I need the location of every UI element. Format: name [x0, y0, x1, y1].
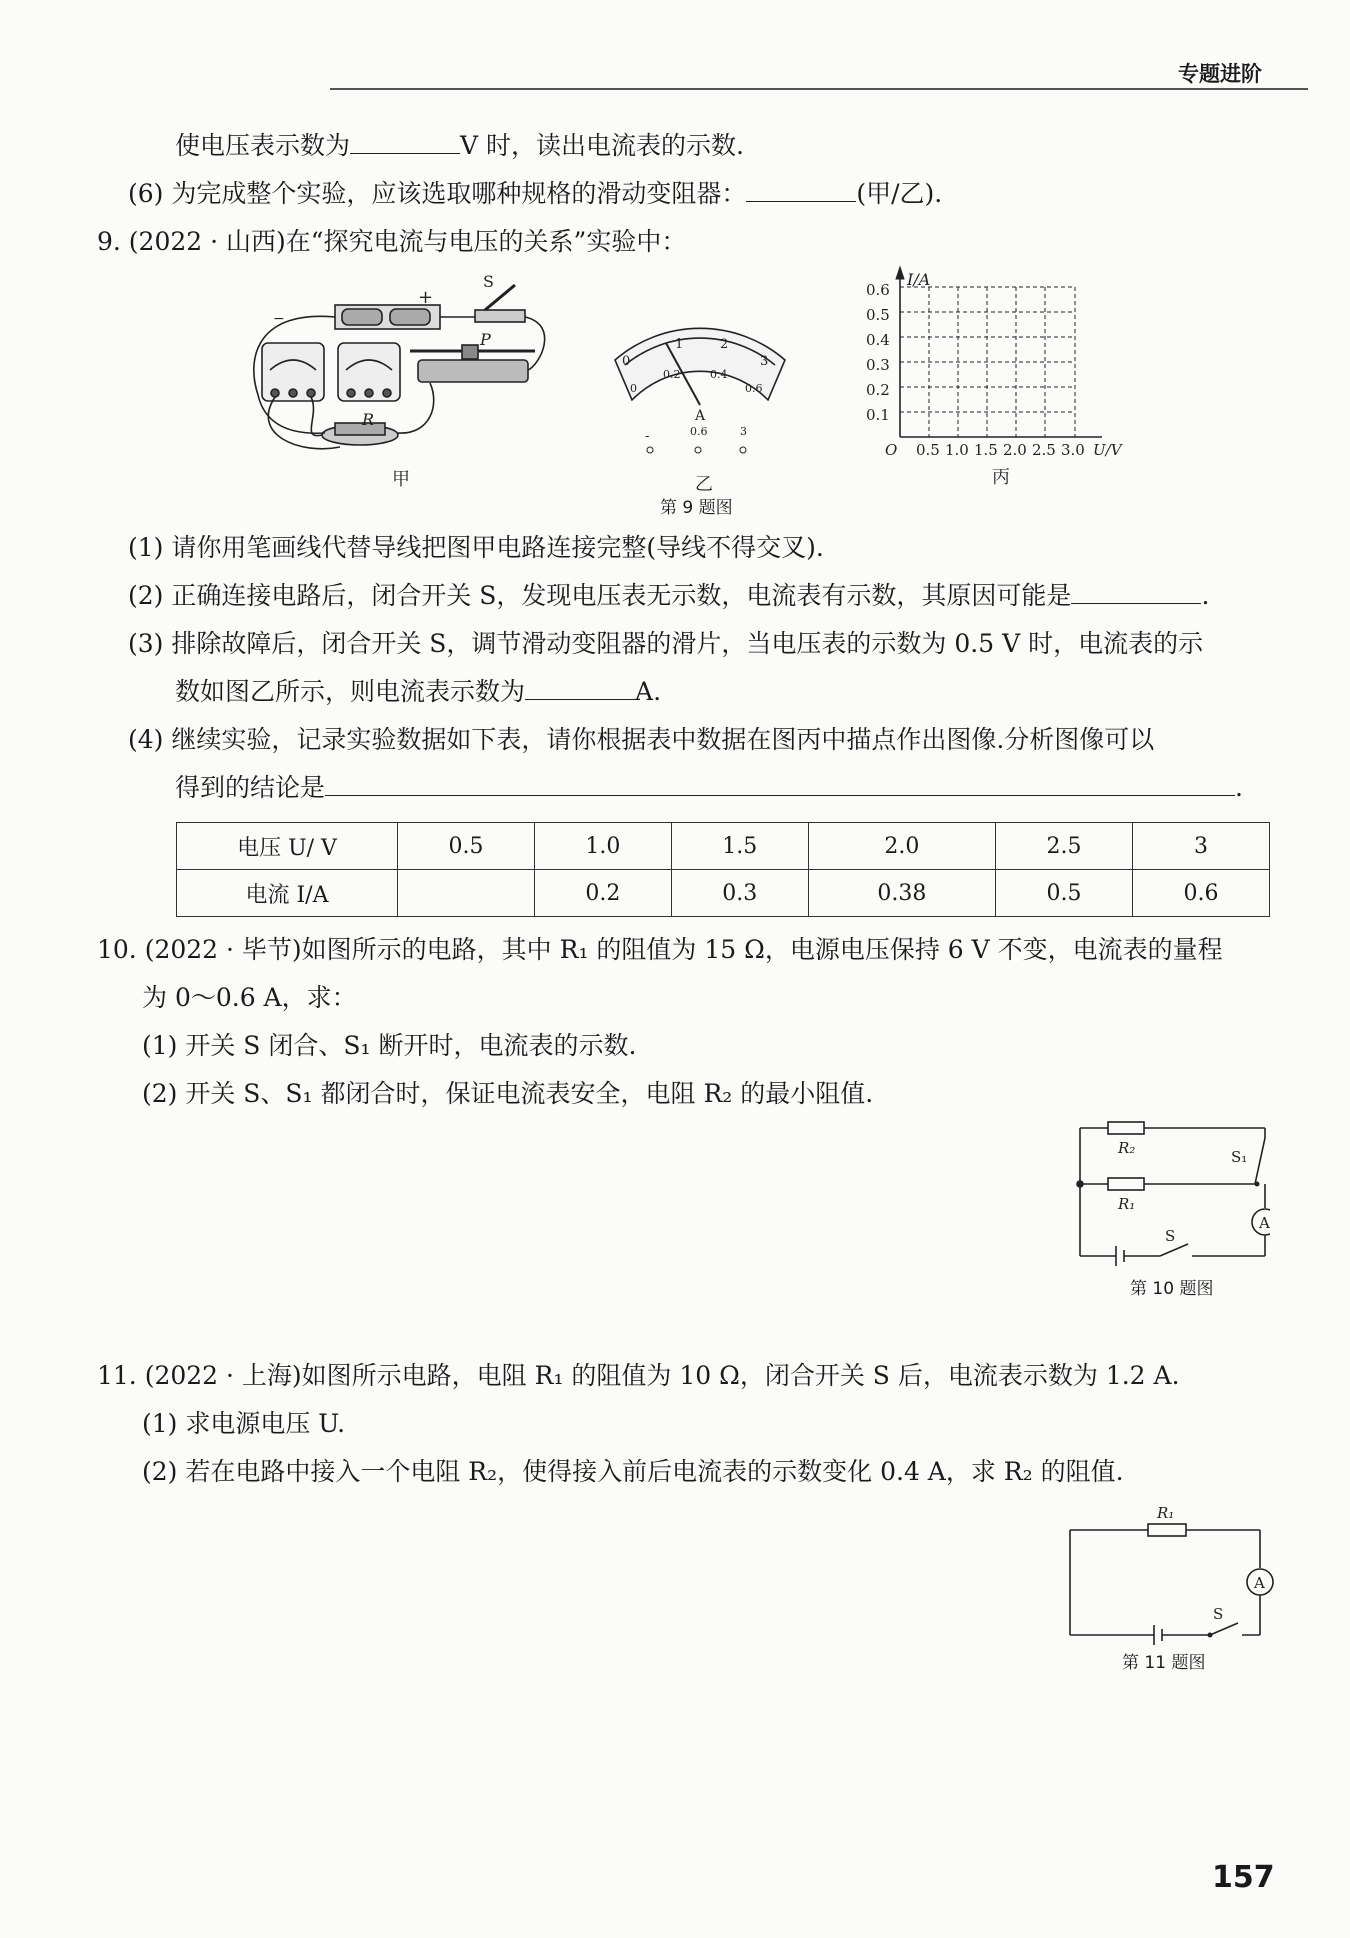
battery-plus-label: + [418, 287, 434, 308]
graph-x-tick: 1.0 [945, 441, 969, 459]
figure-10 [1070, 1118, 1270, 1268]
dial-tick-bottom: 0 [630, 382, 637, 395]
q8-line5-text2: V 时，读出电流表的示数. [460, 131, 744, 160]
table-cell: 0.5 [996, 870, 1133, 917]
q9-p3-line2 [175, 676, 661, 708]
q8-line6-text2: (甲/乙). [856, 179, 943, 208]
graph-y-tick: 0.4 [866, 331, 890, 349]
page-number: 157 [1212, 1860, 1275, 1895]
figure-11 [1060, 1500, 1280, 1660]
table-cell: 0.38 [808, 870, 995, 917]
q9-p2-end: . [1201, 581, 1210, 610]
fig9-caption: 第 9 题图 [660, 498, 733, 518]
q11-p2: (2) 若在电路中接入一个电阻 R₂，使得接入前后电流表的示数变化 0.4 A，求 R₂ 的阻值. [142, 1457, 1124, 1486]
r1-label: R₁ [1157, 1504, 1175, 1522]
table-cell[interactable] [398, 870, 535, 917]
graph-x-tick: 2.5 [1032, 441, 1056, 459]
answer-blank[interactable] [1071, 581, 1201, 604]
row-label: 电压 U/ V [177, 823, 398, 870]
slider-label: P [480, 330, 491, 349]
q8-line5-text: 使电压表示数为 [175, 131, 351, 160]
q9-p1: (1) 请你用笔画线代替导线把图甲电路连接完整(导线不得交叉). [128, 533, 824, 562]
table-cell: 0.3 [671, 870, 808, 917]
graph-x-tick: 1.5 [974, 441, 998, 459]
dial-tick-top: 2 [720, 337, 729, 352]
dial-tick-top: 0 [622, 354, 631, 369]
r2-label: R₂ [1118, 1139, 1136, 1157]
table-cell: 0.6 [1133, 870, 1270, 917]
q10-p1: (1) 开关 S 闭合、S₁ 断开时，电流表的示数. [142, 1031, 637, 1060]
table-cell: 2.0 [808, 823, 995, 870]
q10-stem-line1: 10. (2022 · 毕节)如图所示的电路，其中 R₁ 的阻值为 15 Ω，电源电压保持 6 V 不变，电流表的量程 [97, 935, 1223, 964]
dial-unit: A [695, 408, 706, 424]
graph-x-tick: 0.5 [916, 441, 940, 459]
dial-tick-top: 3 [760, 354, 769, 369]
q9-p4-line2 [175, 772, 1243, 804]
table-cell: 0.5 [398, 823, 535, 870]
q11-stem: 11. (2022 · 上海)如图所示电路，电阻 R₁ 的阻值为 10 Ω，闭合开关 S 后，电流表示数为 1.2 A. [97, 1361, 1180, 1390]
ammeter-label: A [1259, 1214, 1270, 1232]
graph-y-tick: 0.6 [866, 281, 890, 299]
q11-p1: (1) 求电源电压 U. [142, 1409, 346, 1438]
row-label: 电流 I/A [177, 870, 398, 917]
q9-p3-text: 数如图乙所示，则电流表示数为 [175, 677, 526, 706]
dial-tick-bottom: 0.4 [710, 368, 728, 381]
q9-p3-end: A. [635, 677, 662, 706]
terminal-label: 3 [740, 425, 747, 438]
switch-label: S [483, 272, 494, 291]
fig-label-bing: 丙 [992, 467, 1010, 488]
table-row [177, 870, 1270, 917]
terminal [647, 447, 653, 453]
terminal-label: - [645, 429, 650, 444]
figure-9 [240, 265, 1140, 520]
graph-y-tick: 0.1 [866, 406, 890, 424]
fig11-caption: 第 11 题图 [1122, 1653, 1206, 1673]
graph-y-tick: 0.3 [866, 356, 890, 374]
fig-label-jia: 甲 [392, 469, 410, 490]
circuit-jia [254, 285, 545, 449]
battery-minus-label: − [273, 311, 285, 327]
q9-p2 [128, 580, 1209, 612]
data-table [176, 822, 1270, 917]
terminal [740, 447, 746, 453]
table-cell: 1.5 [671, 823, 808, 870]
section-title: 专题进阶 [1178, 62, 1262, 86]
s-label: S [1165, 1227, 1176, 1245]
table-cell: 3 [1133, 823, 1270, 870]
table-row [177, 823, 1270, 870]
resistor-label: R [362, 410, 375, 429]
graph-y-label: I/A [907, 270, 931, 289]
q8-line6-text: (6) 为完成整个实验，应该选取哪种规格的滑动变阻器： [128, 179, 747, 208]
q9-p3-line1: (3) 排除故障后，闭合开关 S，调节滑动变阻器的滑片，当电压表的示数为 0.5 V 时，电流表的示 [128, 629, 1204, 658]
q9-p4-text: 得到的结论是 [175, 773, 326, 802]
answer-blank[interactable] [350, 131, 460, 154]
s1-label: S₁ [1231, 1148, 1248, 1166]
answer-blank[interactable] [525, 677, 635, 700]
graph-origin: O [885, 441, 898, 459]
q9-p4-line1: (4) 继续实验，记录实验数据如下表，请你根据表中数据在图丙中描点作出图像.分析图像可以 [128, 725, 1155, 754]
terminal [695, 447, 701, 453]
table-cell: 0.2 [534, 870, 671, 917]
s-label: S [1213, 1605, 1224, 1623]
table-cell: 2.5 [996, 823, 1133, 870]
fig10-caption: 第 10 题图 [1130, 1279, 1214, 1299]
table-cell: 1.0 [534, 823, 671, 870]
answer-blank[interactable] [325, 773, 1235, 796]
fig-label-yi: 乙 [695, 474, 713, 495]
q9-p2-text: (2) 正确连接电路后，闭合开关 S，发现电压表无示数，电流表有示数，其原因可能是 [128, 581, 1072, 610]
dial-tick-top: 1 [675, 337, 684, 352]
graph-bing [896, 267, 1102, 437]
graph-y-tick: 0.2 [866, 381, 890, 399]
r1-label: R₁ [1118, 1195, 1136, 1213]
graph-x-label: U/V [1093, 441, 1122, 459]
graph-x-tick: 3.0 [1061, 441, 1085, 459]
graph-y-tick: 0.5 [866, 306, 890, 324]
q10-p2: (2) 开关 S、S₁ 都闭合时，保证电流表安全，电阻 R₂ 的最小阻值. [142, 1079, 874, 1108]
graph-x-tick: 2.0 [1003, 441, 1027, 459]
q8-line5 [175, 130, 744, 162]
q8-line6 [128, 178, 942, 210]
q9-p4-end: . [1235, 773, 1243, 802]
q9-stem: 9. (2022 · 山西)在“探究电流与电压的关系”实验中： [97, 227, 687, 256]
dial-tick-bottom: 0.2 [663, 368, 681, 381]
q10-stem-line2: 为 0～0.6 A，求： [142, 983, 357, 1012]
terminal-label: 0.6 [690, 425, 708, 438]
header-rule [330, 88, 1308, 90]
dial-tick-bottom: 0.6 [745, 382, 763, 395]
ammeter-label: A [1254, 1574, 1265, 1592]
answer-blank[interactable] [746, 179, 856, 202]
